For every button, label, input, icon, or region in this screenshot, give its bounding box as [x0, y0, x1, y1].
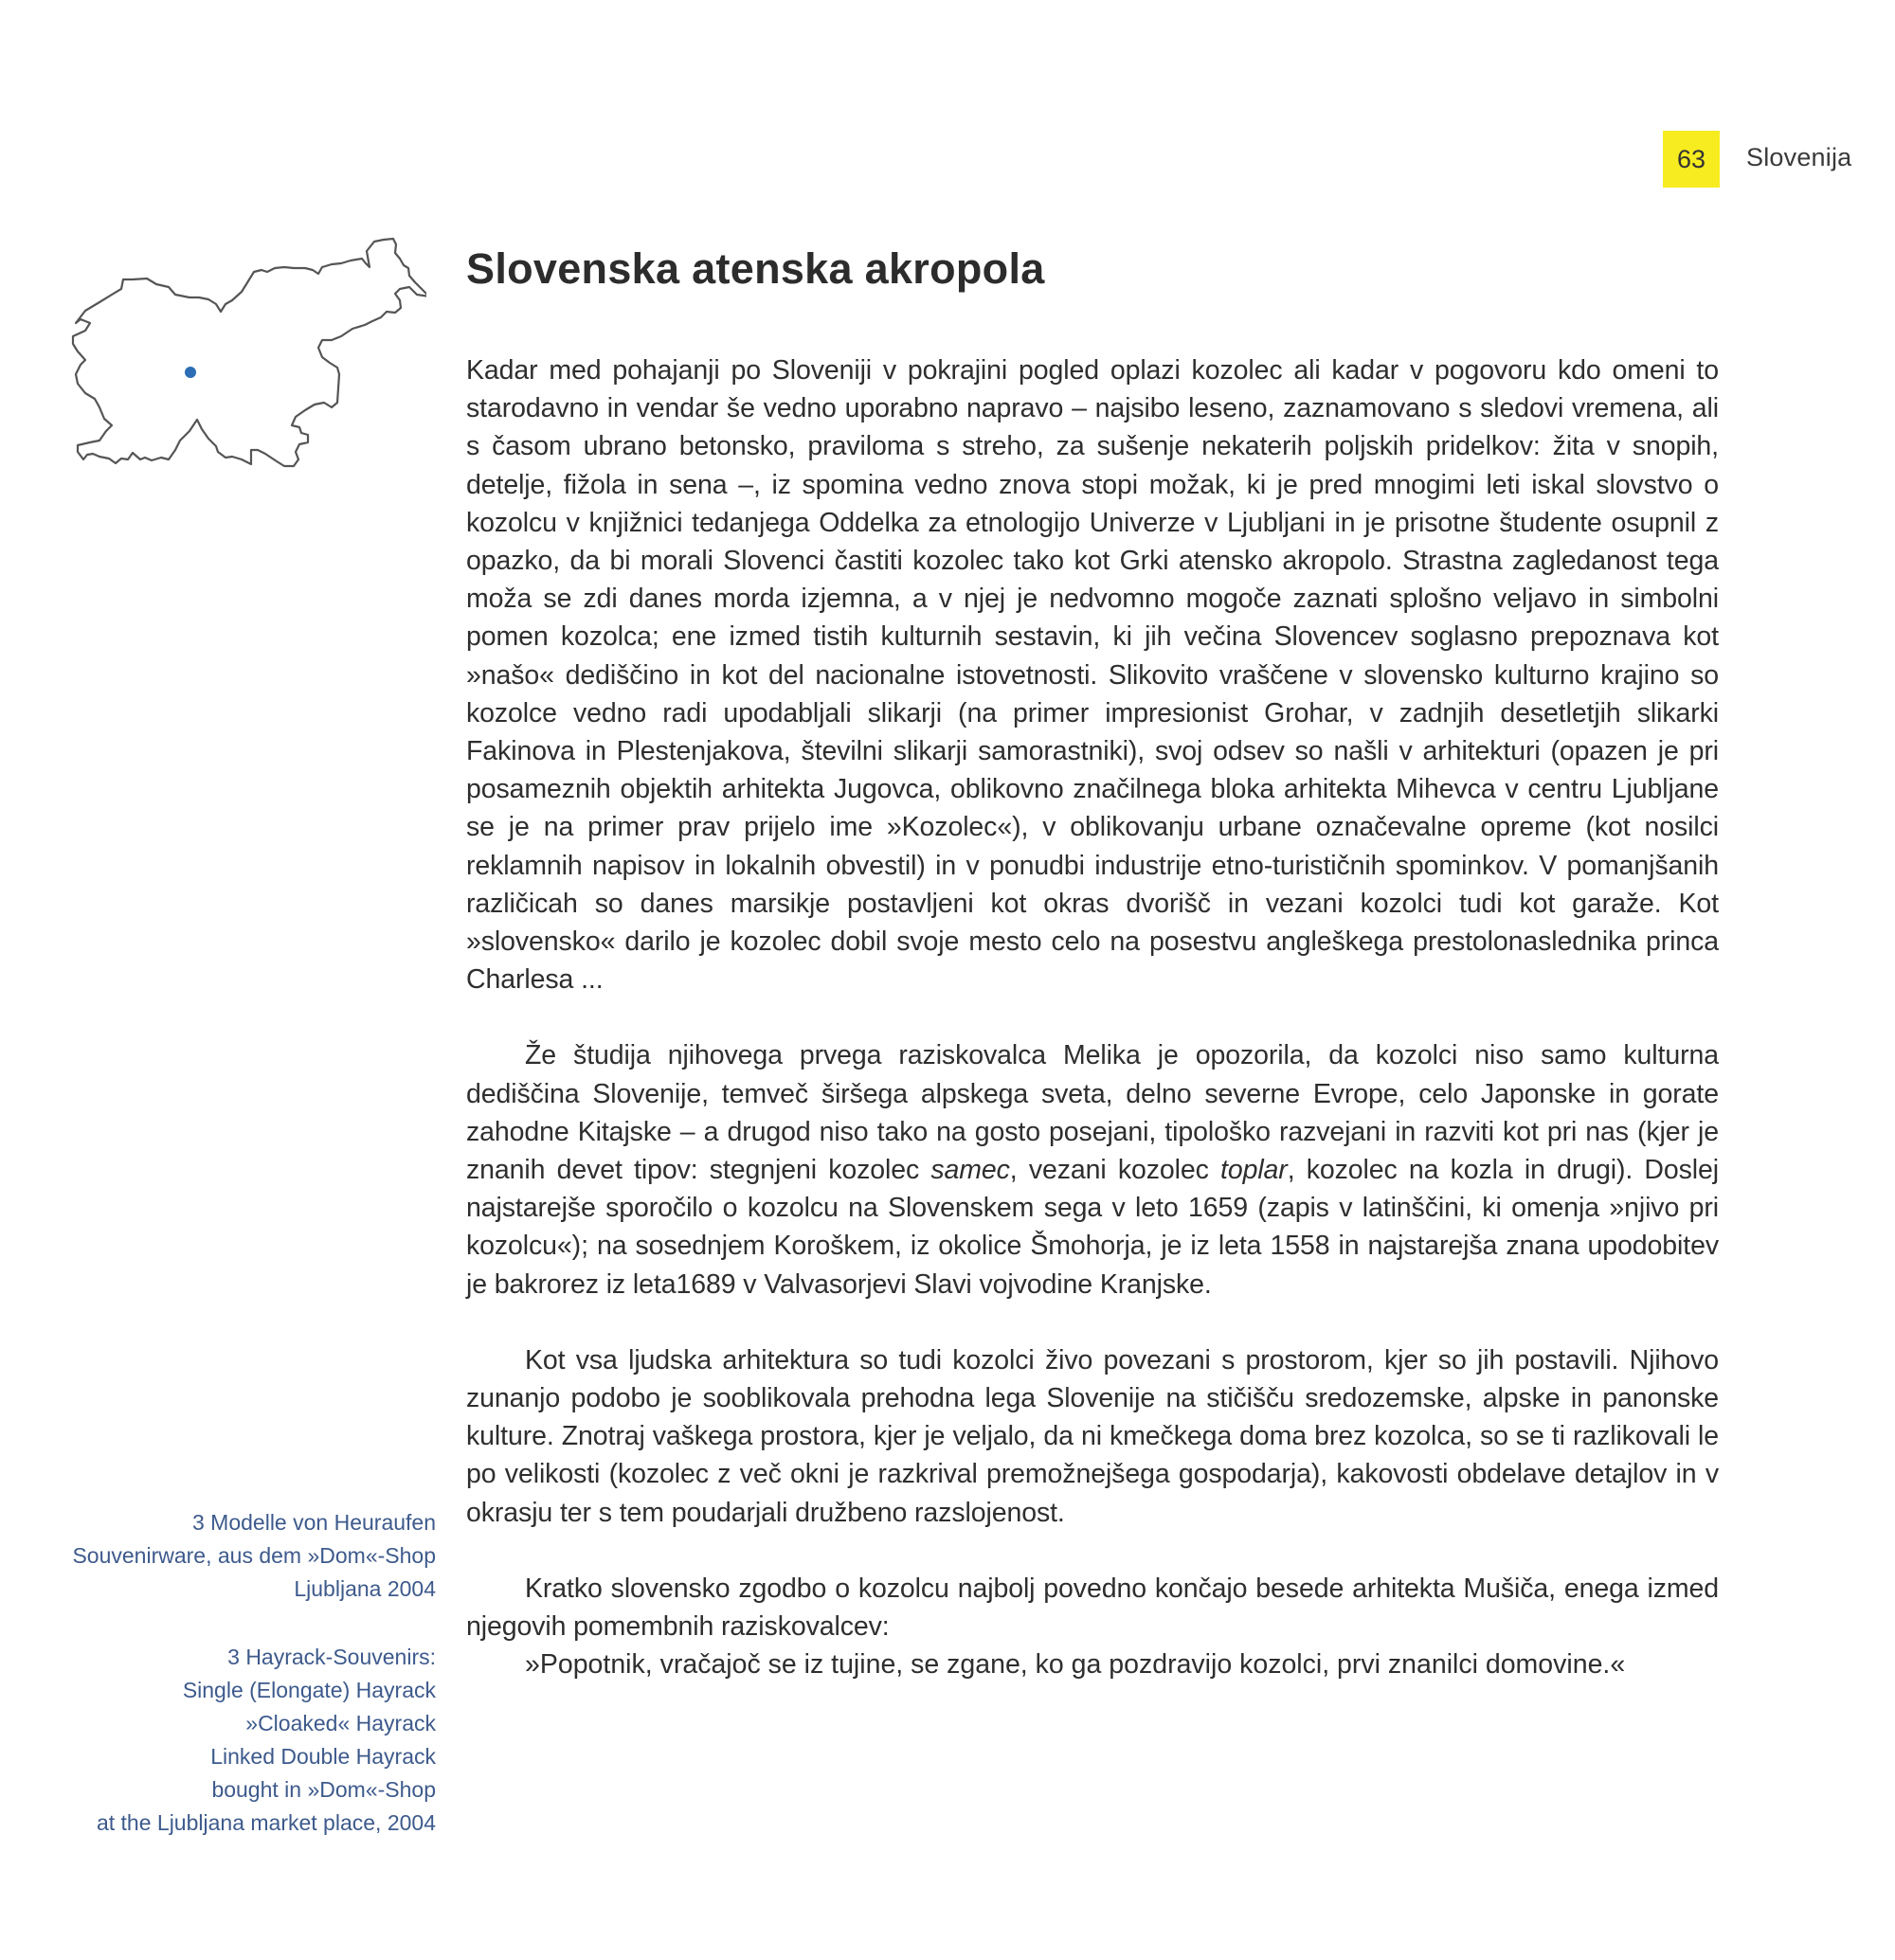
slovenia-outline-map-icon: [57, 232, 426, 478]
paragraph-3: Kot vsa ljudska arhitektura so tudi kozolci živo povezani s prostorom, kjer so jih postavili. Njihovo zunanjo podobo je sooblikovala prehodna lega Slovenije na stičišču sredozemske, alpske in panonske kulture. Znotraj vaškega prostora, kjer je veljalo, da ni kmečkega doma brez kozolca, so se ti razlikovali le po velikosti (kozolec z več okni je razkrival premožnejšega gospodarja), kakovosti obdelave detajlov in v okrasju ter s tem poudarjali družbeno razslojenost.: [466, 1344, 1719, 1528]
caption-german: [72, 1506, 436, 1606]
running-head: Slovenija: [1746, 143, 1852, 171]
paragraph-4: Kratko slovensko zgodbo o kozolcu najbolj povedno končajo besede arhitekta Mušiča, enega izmed njegovih pomembnih raziskovalcev:: [466, 1573, 1719, 1643]
location-dot-icon: [185, 367, 196, 378]
caption-line: at the Ljubljana market place, 2004: [96, 1810, 436, 1835]
caption-english: [97, 1641, 436, 1840]
caption-line: 3 Modelle von Heuraufen: [192, 1510, 436, 1535]
paragraph-2-part-2: , vezani kozolec: [1009, 1155, 1220, 1186]
page-number-badge: [1663, 131, 1720, 188]
article-body: [466, 351, 1719, 1684]
caption-line: Linked Double Hayrack: [210, 1744, 436, 1769]
paragraph-2-part-1: Že študija njihovega prvega raziskovalca Melika je opozorila, da kozolci niso samo kulturna dediščina Slovenije, temveč širšega alpskega sveta, delno severne Evrope, celo Japonske in gorate zahodne Kitajske – a drugod niso tako na gosto posejani, tipološko razvejani in razviti kot pri nas (kjer je znanih devet tipov: stegnjeni kozolec: [466, 1040, 1719, 1186]
page-number: 63: [1676, 144, 1706, 173]
caption-line: Souvenirware, aus dem »Dom«-Shop: [72, 1543, 436, 1568]
paragraph-2: [466, 1036, 1719, 1303]
term-samec: samec: [930, 1155, 1010, 1186]
caption-line: bought in »Dom«-Shop: [211, 1777, 436, 1802]
caption-line: »Cloaked« Hayrack: [245, 1711, 436, 1735]
caption-line: 3 Hayrack-Souvenirs:: [227, 1645, 436, 1669]
slovenia-map: [57, 232, 426, 478]
article-title: Slovenska atenska akropola: [466, 244, 1045, 293]
caption-line: Ljubljana 2004: [294, 1576, 436, 1601]
paragraph-1: Kadar med pohajanji po Sloveniji v pokrajini pogled oplazi kozolec ali kadar v pogovoru kdo omeni to starodavno in vendar še vedno uporabno napravo – najsibo leseno, zaznamovano s sledovi vremena, ali s časom ubrano betonsko, praviloma s streho, za sušenje nekaterih poljskih pridelkov: žita v snopih, detelje, fižola in sena –, iz spomina vedno znova stopi možak, ki je pred mnogimi leti iskal slovstvo o kozolcu v knjižnici tedanjega Oddelka za etnologijo Univerze v Ljubljani in je prisotne študente osupnil z opazko, da bi morali Slovenci častiti kozolec tako kot Grki atensko akropolo. Strastna zagledanost tega moža se zdi danes morda izjemna, a v njej je nedvomno mogoče zaznati splošno veljavo in simbolni pomen kozolca; ene izmed tistih kulturnih sestavin, ki jih večina Slovencev soglasno prepoznava kot »našo« dediščino in kot del nacionalne istovetnosti. Slikovito vraščene v slovensko kulturno krajino so kozolce vedno radi upodabljali slikarji (na primer impresionist Grohar, v zadnjih desetletjih slikarki Fakinova in Plestenjakova, številni slikarji samorastniki), svoj odsev so našli v arhitekturi (opazen je pri posameznih objektih arhitekta Jugovca, oblikovno značilnega bloka arhitekta Mihevca v centru Ljubljane se je na primer prav prijelo ime »Kozolec«), v oblikovanju urbane označevalne opreme (kot nosilci reklamnih napisov in lokalnih obvestil) in v ponudbi industrije etno-turističnih spominkov. V pomanjšanih različicah so danes marsikje postavljeni kot okras dvorišč in vezani kozolci tudi kot garaže. Kot »slovensko« darilo je kozolec dobil svoje mesto celo na posestvu angleškega prestolonaslednika princa Charlesa ...: [466, 355, 1719, 996]
caption-line: Single (Elongate) Hayrack: [182, 1678, 436, 1702]
paragraph-2-part-3: , kozolec na kozla in drugi). Doslej najstarejše sporočilo o kozolcu na Slovenskem sega v leto 1659 (zapis v latinščini, ki omenja »njivo pri kozolcu«); na sosednjem Koroškem, iz okolice Šmohorja, je iz leta 1558 in najstarejša znana upodobitev je bakrorez iz leta1689 v Valvasorjevi Slavi vojvodine Kranjske.: [466, 1155, 1719, 1300]
term-toplar: toplar: [1220, 1155, 1288, 1186]
closing-quote: »Popotnik, vračajoč se iz tujine, se zgane, ko ga pozdravijo kozolci, prvi znanilci domovine.«: [525, 1649, 1626, 1681]
